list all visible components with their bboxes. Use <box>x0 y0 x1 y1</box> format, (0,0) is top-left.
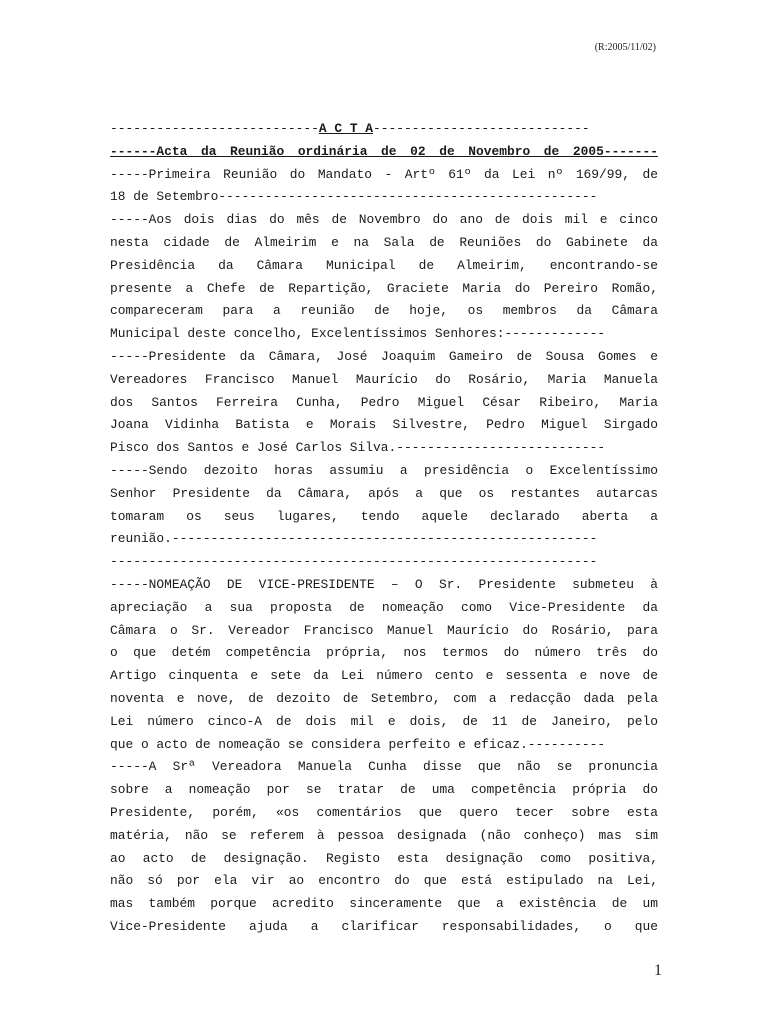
minutes-line: nesta cidade de Almeirim e na Sala de Reuniões do Gabinete da <box>110 234 658 250</box>
minutes-line: reunião.------------------------------------------------------- <box>110 531 598 547</box>
minutes-body <box>110 118 658 939</box>
document-reference: (R:2005/11/02) <box>594 42 656 53</box>
minutes-lines <box>110 164 658 939</box>
minutes-line: Senhor Presidente da Câmara, após a que os restantes autarcas <box>110 485 658 501</box>
minutes-line: que o acto de nomeação se considera perfeito e eficaz.---------- <box>110 736 606 752</box>
minutes-line: 18 de Setembro------------------------------------------------- <box>110 189 598 205</box>
minutes-line: Pisco dos Santos e José Carlos Silva.--------------------------- <box>110 440 606 456</box>
acta-title-line <box>110 118 658 141</box>
minutes-line: ao acto de designação. Registo esta designação como positiva, <box>110 850 658 866</box>
minutes-line: Joana Vidinha Batista e Morais Silvestre, Pedro Miguel Sirgado <box>110 417 658 433</box>
title-left-dashes: --------------------------- <box>110 121 319 136</box>
minutes-line: -----A Srª Vereadora Manuela Cunha disse que não se pronuncia <box>110 759 658 775</box>
minutes-line: -----Sendo dezoito horas assumiu a presidência o Excelentíssimo <box>110 462 658 478</box>
minutes-line: Lei número cinco-A de dois mil e dois, de 11 de Janeiro, pelo <box>110 713 658 729</box>
minutes-line: mas também porque acredito sinceramente que a existência de um <box>110 896 658 912</box>
minutes-line: Câmara o Sr. Vereador Francisco Manuel Maurício do Rosário, para <box>110 622 658 638</box>
minutes-line: Presidência da Câmara Municipal de Almeirim, encontrando-se <box>110 257 658 273</box>
minutes-line: dos Santos Ferreira Cunha, Pedro Miguel César Ribeiro, Maria <box>110 394 658 410</box>
minutes-line: Vice-Presidente ajuda a clarificar responsabilidades, o que <box>110 918 658 934</box>
minutes-line: o que detém competência própria, nos termos do número três do <box>110 645 658 661</box>
title-right-dashes: ---------------------------- <box>373 121 590 136</box>
minutes-line: presente a Chefe de Repartição, Graciete Maria do Pereiro Romão, <box>110 280 658 296</box>
minutes-line: -----Presidente da Câmara, José Joaquim Gameiro de Sousa Gomes e <box>110 348 658 364</box>
minutes-line: Municipal deste concelho, Excelentíssimos Senhores:------------- <box>110 326 606 342</box>
minutes-line: Artigo cinquenta e sete da Lei número cento e sessenta e nove de <box>110 668 658 684</box>
minutes-line: Presidente, porém, «os comentários que quero tecer sobre esta <box>110 804 658 820</box>
acta-title: A C T A <box>318 121 374 136</box>
minutes-line: apreciação a sua proposta de nomeação como Vice-Presidente da <box>110 599 658 615</box>
minutes-line: sobre a nomeação por se tratar de uma competência própria do <box>110 782 658 798</box>
minutes-line: -----Primeira Reunião do Mandato - Artº 61º da Lei nº 169/99, de <box>110 166 658 182</box>
minutes-line: Vereadores Francisco Manuel Maurício do Rosário, Maria Manuela <box>110 371 658 387</box>
minutes-line: noventa e nove, de dezoito de Setembro, com a redacção dada pela <box>110 690 658 706</box>
minutes-line: tomaram os seus lugares, tendo aquele declarado aberta a <box>110 508 658 524</box>
page-number: 1 <box>654 962 662 979</box>
minutes-line: --------------------------------------------------------------- <box>110 554 598 570</box>
meeting-subtitle: ------Acta da Reunião ordinária de 02 de Novembro de 2005------- <box>110 143 658 159</box>
minutes-line: -----Aos dois dias do mês de Novembro do ano de dois mil e cinco <box>110 212 658 228</box>
minutes-line: compareceram para a reunião de hoje, os membros da Câmara <box>110 303 658 319</box>
minutes-line: não só por ela vir ao encontro do que está estipulado na Lei, <box>110 873 658 889</box>
minutes-line: -----NOMEAÇÃO DE VICE-PRESIDENTE – O Sr. Presidente submeteu à <box>110 576 658 592</box>
minutes-line: matéria, não se referem à pessoa designada (não conheço) mas sim <box>110 827 658 843</box>
